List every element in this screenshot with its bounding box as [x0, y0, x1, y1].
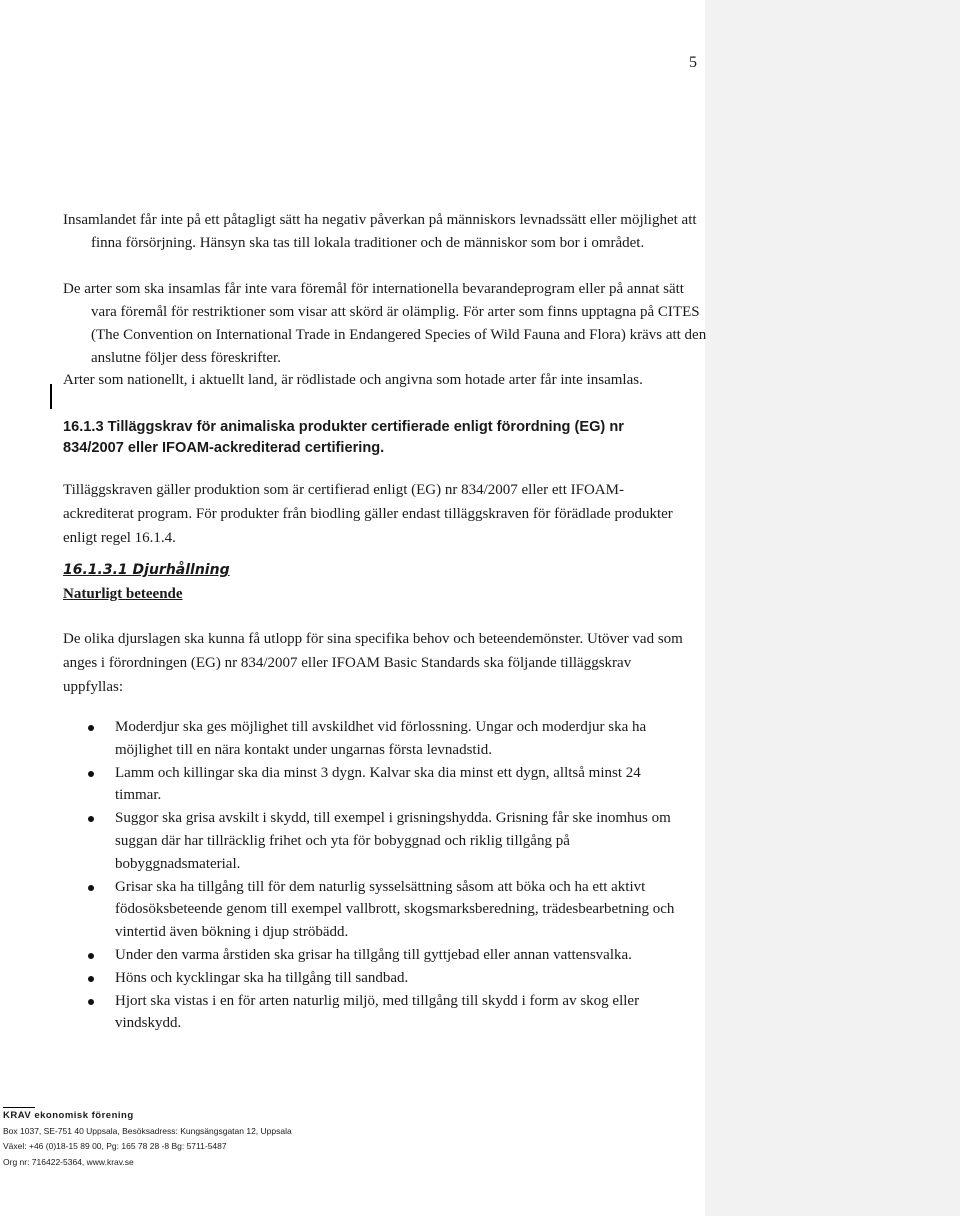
list-item: Grisar ska ha tillgång till för dem naturlig sysselsättning såsom att böka och ha ett aktivt födosöksbeteende genom till exempel vallbrott, skogsmarksberedning, trädesbearbetning och vintertid även bökning i djup ströbädd.: [88, 876, 688, 944]
paragraph-red-listed: Arter som nationellt, i aktuellt land, är rödlistade och angivna som hotade arter får inte insamlas.: [63, 372, 643, 388]
bullet-icon: [88, 771, 94, 777]
change-bar: [50, 384, 52, 409]
requirements-list: [88, 716, 688, 1035]
footer-org-number: Org nr: 716422-5364, www.krav.se: [3, 1156, 134, 1167]
bullet-icon: [88, 953, 94, 959]
footer-phone: Växel: +46 (0)18-15 89 00, Pg: 165 78 28 -8 Bg: 5711-5487: [3, 1141, 227, 1151]
page-number: 5: [689, 54, 697, 71]
footer-address: Box 1037, SE-751 40 Uppsala, Besöksadress: Kungsängsgatan 12, Uppsala: [3, 1125, 292, 1136]
list-item: Under den varma årstiden ska grisar ha tillgång till gyttjebad eller annan vattensvalka.: [88, 944, 688, 967]
subsection-heading: 16.1.3.1 Djurhållning: [63, 562, 230, 578]
comment-margin-pane: [705, 0, 960, 1216]
footer: [3, 1108, 292, 1170]
list-item: Lamm och killingar ska dia minst 3 dygn. Kalvar ska dia minst ett dygn, alltså minst 24 timmar.: [88, 762, 688, 808]
list-item: Moderdjur ska ges möjlighet till avskildhet vid förlossning. Ungar och moderdjur ska ha möjlighet till en nära kontakt under ungarnas första levnadstid.: [88, 716, 688, 762]
paragraph-collection-impact: Insamlandet får inte på ett påtagligt sätt ha negativ påverkan på människors levnadssätt eller möjlighet att finna försörjning. Hänsyn ska tas till lokala traditioner och de människor som bor i området.: [63, 212, 697, 251]
subsubsection-heading: Naturligt beteende: [63, 586, 183, 602]
bullet-icon: [88, 725, 94, 731]
bullet-icon: [88, 816, 94, 822]
bullet-icon: [88, 999, 94, 1005]
bullet-icon: [88, 976, 94, 982]
paragraph-protected-species: De arter som ska insamlas får inte vara föremål för internationella bevarandeprogram eller på annat sätt vara föremål för restriktioner som visar att skörd är olämplig. För arter som finns upptagna på CITES (The Convention on International Trade in Endangered Species of Wild Fauna and Flora) krävs att den anslutne följer dess föreskrifter.: [63, 281, 707, 366]
list-item: Höns och kycklingar ska ha tillgång till sandbad.: [88, 967, 688, 990]
section-heading: 16.1.3 Tilläggskrav för animaliska produkter certifierade enligt förordning (EG) nr 834/2007 eller IFOAM-ackrediterad certifiering.: [63, 419, 624, 456]
section-body: Tilläggskraven gäller produktion som är certifierad enligt (EG) nr 834/2007 eller ett IFOAM-ackrediterat program. För produkter från biodling gäller endast tilläggskraven för förädlade produkter enligt regel 16.1.4.: [63, 482, 673, 546]
list-item: Suggor ska grisa avskilt i skydd, till exempel i grisningshydda. Grisning får ske inomhus om suggan där har tillräcklig frihet och yta för bobyggnad och riklig tillgång på bobyggnadsmaterial.: [88, 807, 688, 875]
list-item: Hjort ska vistas i en för arten naturlig miljö, med tillgång till skydd i form av skog eller vindskydd.: [88, 990, 688, 1036]
footer-org-name: KRAV ekonomisk förening: [3, 1110, 134, 1121]
bullet-icon: [88, 885, 94, 891]
intro-paragraph: De olika djurslagen ska kunna få utlopp för sina specifika behov och beteendemönster. Utöver vad som anges i förordningen (EG) nr 834/2007 eller IFOAM Basic Standards ska följande tilläggskrav uppfyllas:: [63, 631, 683, 695]
